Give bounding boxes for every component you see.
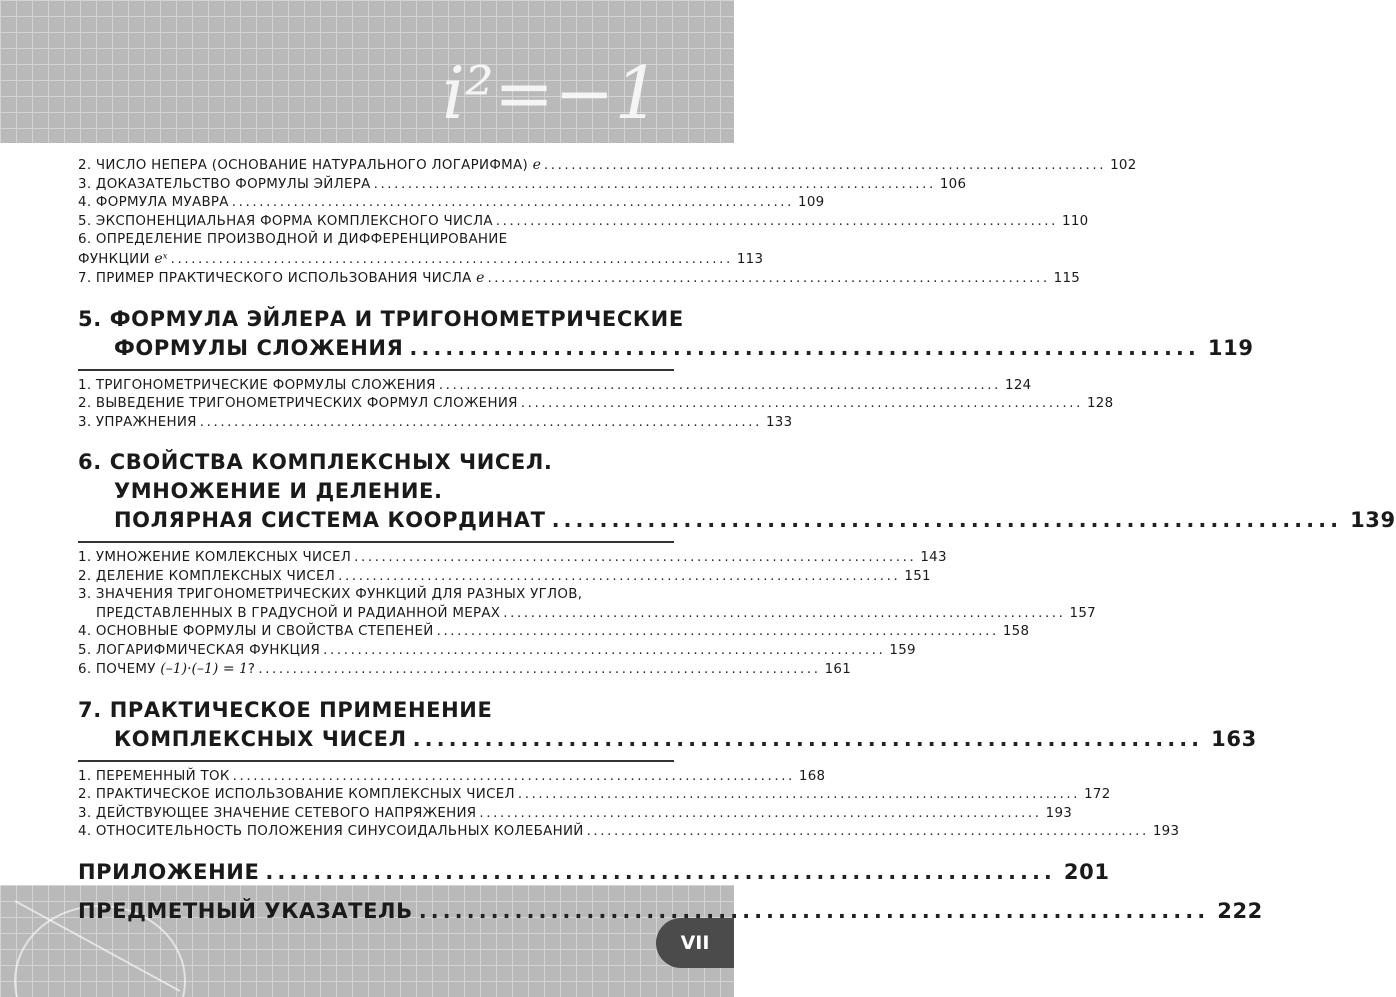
page-ref: 151 [904, 568, 931, 584]
chapter-heading-6[interactable]: 6. СВОЙСТВА КОМПЛЕКСНЫХ ЧИСЕЛ. УМНОЖЕНИЕ И ДЕЛЕНИЕ. ПОЛЯРНАЯ СИСТЕМА КООРДИНАТ .................................................................. 139 [78, 448, 674, 535]
toc-item[interactable]: 5. ЛОГАРИФМИЧЕСКАЯ ФУНКЦИЯ .................................................................................. 159 [78, 642, 674, 661]
page-ref: 172 [1084, 787, 1111, 802]
page-ref: 161 [824, 662, 852, 677]
dot-leader: .................................................................................. [543, 158, 1107, 173]
dot-leader: .................................................................................. [487, 271, 1050, 286]
dot-leader: .................................................................................. [338, 568, 901, 584]
page-ref: 113 [736, 251, 764, 267]
dot-leader: .................................................................................. [436, 624, 999, 639]
dot-leader: .................................................................. [409, 335, 1200, 360]
page-ref: 158 [1002, 624, 1030, 639]
page-ref: 139 [1350, 508, 1396, 532]
dot-leader: .................................................................. [551, 508, 1343, 532]
chapter-heading-7[interactable]: 7. ПРАКТИЧЕСКОЕ ПРИМЕНЕНИЕ КОМПЛЕКСНЫХ ЧИСЕЛ .................................................................. 163 [78, 696, 674, 754]
page-ref: 157 [1069, 605, 1096, 621]
toc-item-line: 3. ЗНАЧЕНИЯ ТРИГОНОМЕТРИЧЕСКИХ ФУНКЦИЙ ДЛЯ РАЗНЫХ УГЛОВ, [78, 587, 583, 602]
header-grid-band [0, 0, 734, 143]
divider [78, 760, 674, 762]
toc-item[interactable]: ФУНКЦИИ eˣ .................................................................................. 113 [78, 250, 674, 270]
appendix-heading[interactable]: ПРИЛОЖЕНИЕ .................................................................. 201 [78, 858, 674, 887]
toc-item[interactable]: 3. УПРАЖНЕНИЯ .................................................................................. 133 [78, 414, 674, 433]
toc-item[interactable]: 4. ОСНОВНЫЕ ФОРМУЛЫ И СВОЙСТВА СТЕПЕНЕЙ .................................................................................. 158 [78, 623, 674, 642]
dot-leader: .................................................................................. [503, 605, 1066, 621]
dot-leader: .................................................................................. [373, 176, 936, 192]
toc-item[interactable]: 1. ПЕРЕМЕННЫЙ ТОК .................................................................................. 168 [78, 768, 674, 787]
formula-text: i²=−1 [442, 51, 661, 135]
formula-illustration [438, 18, 661, 138]
toc-item[interactable]: 2. ЧИСЛО НЕПЕРА (ОСНОВАНИЕ НАТУРАЛЬНОГО ЛОГАРИФМА) e .................................................................................. 102 [78, 156, 674, 176]
dot-leader: .................................................................................. [517, 787, 1081, 802]
toc-item[interactable]: 7. ПРИМЕР ПРАКТИЧЕСКОГО ИСПОЛЬЗОВАНИЯ ЧИСЛА e .................................................................................. 115 [78, 269, 674, 289]
page-ref: 119 [1207, 335, 1254, 360]
page-ref: 193 [1152, 824, 1180, 839]
dot-leader: .................................................................................. [586, 824, 1149, 839]
toc-item[interactable]: 3. ДЕЙСТВУЮЩЕЕ ЗНАЧЕНИЕ СЕТЕВОГО НАПРЯЖЕНИЯ .................................................................................. 193 [78, 805, 674, 824]
dot-leader: .................................................................................. [520, 396, 1083, 411]
page-ref: 115 [1053, 271, 1081, 286]
dot-leader: .................................................................................. [479, 805, 1042, 821]
toc-item[interactable]: 3. ДОКАЗАТЕЛЬСТВО ФОРМУЛЫ ЭЙЛЕРА .................................................................................. 106 [78, 176, 674, 195]
page-ref: 124 [1005, 377, 1032, 393]
table-of-contents [78, 156, 1396, 926]
toc-item[interactable]: 1. ТРИГОНОМЕТРИЧЕСКИЕ ФОРМУЛЫ СЛОЖЕНИЯ .................................................................................. 124 [78, 377, 674, 396]
page-ref: 168 [798, 768, 826, 784]
toc-item[interactable]: ПРЕДСТАВЛЕННЫХ В ГРАДУСНОЙ И РАДИАННОЙ МЕРАХ .................................................................................. 157 [78, 605, 674, 624]
toc-item-line: 6. ОПРЕДЕЛЕНИЕ ПРОИЗВОДНОЙ И ДИФФЕРЕНЦИРОВАНИЕ [78, 232, 508, 247]
page-ref: 163 [1211, 726, 1257, 751]
dot-leader: .................................................................................. [495, 213, 1059, 229]
dot-leader: .................................................................................. [258, 662, 821, 677]
dot-leader: .................................................................................. [170, 251, 733, 267]
toc-item[interactable]: 6. ПОЧЕМУ (–1)·(–1) = 1? .................................................................................. 161 [78, 660, 674, 680]
dot-leader: .................................................................. [412, 726, 1204, 751]
divider [78, 369, 674, 371]
page-ref: 159 [889, 642, 916, 658]
page-ref: 128 [1086, 396, 1114, 411]
dot-leader: .................................................................................. [354, 550, 917, 565]
dot-leader: .................................................................. [265, 859, 1056, 884]
chapter-heading-5[interactable]: 5. ФОРМУЛА ЭЙЛЕРА И ТРИГОНОМЕТРИЧЕСКИЕ ФОРМУЛЫ СЛОЖЕНИЯ .................................................................. 119 [78, 305, 674, 363]
dot-leader: .................................................................................. [232, 768, 795, 784]
page-ref: 102 [1110, 158, 1137, 173]
index-heading[interactable]: ПРЕДМЕТНЫЙ УКАЗАТЕЛЬ .................................................................. 222 [78, 897, 674, 926]
page-ref: 201 [1063, 859, 1110, 884]
toc-item[interactable]: 4. ФОРМУЛА МУАВРА .................................................................................. 109 [78, 194, 674, 213]
page-ref: 222 [1217, 898, 1263, 923]
toc-item[interactable]: 2. ВЫВЕДЕНИЕ ТРИГОНОМЕТРИЧЕСКИХ ФОРМУЛ СЛОЖЕНИЯ .................................................................................. 128 [78, 395, 674, 414]
toc-item[interactable]: 2. ПРАКТИЧЕСКОЕ ИСПОЛЬЗОВАНИЕ КОМПЛЕКСНЫХ ЧИСЕЛ .................................................................................. 172 [78, 786, 674, 805]
dot-leader: .................................................................................. [438, 377, 1001, 393]
page-ref: 109 [798, 195, 825, 210]
dot-leader: .................................................................................. [199, 414, 762, 430]
toc-item[interactable]: 4. ОТНОСИТЕЛЬНОСТЬ ПОЛОЖЕНИЯ СИНУСОИДАЛЬНЫХ КОЛЕБАНИЙ .................................................................................. 193 [78, 823, 674, 842]
page-ref: 193 [1045, 805, 1073, 821]
dot-leader: .................................................................................. [231, 195, 795, 210]
toc-item[interactable]: 1. УМНОЖЕНИЕ КОМЛЕКСНЫХ ЧИСЕЛ .................................................................................. 143 [78, 549, 674, 568]
dot-leader: .................................................................. [418, 898, 1210, 923]
page-number-tab: VII [656, 918, 734, 968]
page-ref: 110 [1062, 213, 1089, 229]
page-ref: 106 [939, 176, 967, 192]
page-ref: 143 [920, 550, 947, 565]
toc-item[interactable]: 5. ЭКСПОНЕНЦИАЛЬНАЯ ФОРМА КОМПЛЕКСНОГО ЧИСЛА .................................................................................. 110 [78, 213, 674, 232]
toc-item[interactable]: 2. ДЕЛЕНИЕ КОМПЛЕКСНЫХ ЧИСЕЛ .................................................................................. 151 [78, 568, 674, 587]
page-ref: 133 [765, 414, 793, 430]
divider [78, 541, 674, 543]
dot-leader: .................................................................................. [323, 642, 886, 658]
